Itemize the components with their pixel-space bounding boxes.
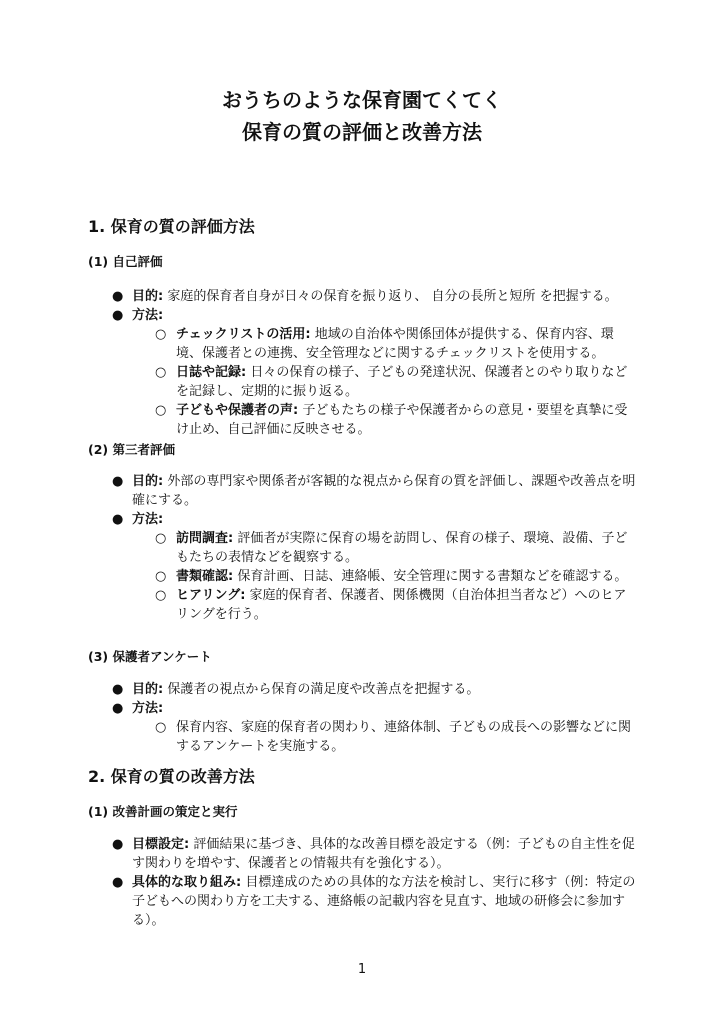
list-item: ● 方法: — [112, 701, 164, 716]
section-1-heading: 1. 保育の質の評価方法 — [88, 217, 255, 236]
bullet-dot: ● — [112, 701, 124, 716]
list-item: ○ 子どもや保護者の声: 子どもたちの様子や保護者からの意見・要望を真摯に受け止め、自己評価に反映させる。 — [155, 403, 628, 437]
list-item: ● 方法: — [112, 308, 164, 323]
third-party-evaluation-list — [0, 472, 724, 624]
bullet-dot: ● — [112, 875, 124, 890]
bullet-dot: ● — [112, 308, 124, 323]
section-1-sub-1-heading: (1) 自己評価 — [88, 254, 163, 269]
bullet-circle: ○ — [155, 327, 167, 342]
list-item: ● 目的: 外部の専門家や関係者が客観的な視点から保育の質を評価し、課題や改善点を明確にする。 — [112, 474, 636, 508]
list-item: ○ 日誌や記録: 日々の保育の様子、子どもの発達状況、保護者とのやり取りなどを記録し、定期的に振り返る。 — [155, 365, 628, 399]
bullet-dot: ● — [112, 837, 124, 852]
section-2-sub-1-heading: (1) 改善計画の策定と実行 — [88, 804, 238, 819]
list-item: ● 方法: — [112, 512, 164, 527]
bullet-dot: ● — [112, 512, 124, 527]
bullet-circle: ○ — [155, 531, 167, 546]
bullet-circle: ○ — [155, 569, 167, 584]
improvement-plan-list — [0, 835, 724, 930]
list-item: ● 目標設定: 評価結果に基づき、具体的な改善目標を設定する（例：子どもの自主性を促す関わりを増やす、保護者との情報共有を強化する）。 — [112, 837, 635, 871]
bullet-dot: ● — [112, 289, 124, 304]
bullet-dot: ● — [112, 682, 124, 697]
bullet-circle: ○ — [155, 588, 167, 603]
list-item: ○ 保育内容、家庭的保育者の関わり、連絡体制、子どもの成長への影響などに関するアンケートを実施する。 — [155, 720, 632, 754]
bullet-circle: ○ — [155, 403, 167, 418]
bullet-circle: ○ — [155, 365, 167, 380]
section-1-sub-2-heading: (2) 第三者評価 — [88, 442, 175, 457]
bullet-circle: ○ — [155, 720, 167, 735]
list-item: ● 目的: 保護者の視点から保育の満足度や改善点を把握する。 — [112, 682, 480, 697]
list-item: ○ 訪問調査: 評価者が実際に保育の場を訪問し、保育の様子、環境、設備、子どもたちの表情などを観察する。 — [155, 531, 628, 565]
document-title — [0, 84, 724, 148]
page-number: 1 — [357, 962, 367, 977]
list-item: ● 目的: 家庭的保育者自身が日々の保育を振り返り、 自分の長所と短所 を把握する。 — [112, 289, 618, 304]
list-item: ○ チェックリストの活用: 地域の自治体や関係団体が提供する、保育内容、環境、保護者との連携、安全管理などに関するチェックリストを使用する。 — [155, 327, 614, 361]
section-2-heading: 2. 保育の質の改善方法 — [88, 767, 255, 786]
list-item: ○ ヒアリング: 家庭的保育者、保護者、関係機関（自治体担当者など）へのヒアリングを行う。 — [155, 588, 627, 622]
parent-survey-list — [0, 680, 724, 756]
self-evaluation-list — [0, 287, 724, 439]
list-item: ○ 書類確認: 保育計画、日誌、連絡帳、安全管理に関する書類などを確認する。 — [155, 569, 628, 584]
title-line-2: 保育の質の評価と改善方法 — [242, 120, 482, 144]
bullet-dot: ● — [112, 474, 124, 489]
title-line-1: おうちのような保育園てくてく — [222, 88, 502, 112]
section-1-sub-3-heading: (3) 保護者アンケート — [88, 649, 212, 664]
list-item: ● 具体的な取り組み: 目標達成のための具体的な方法を検討し、実行に移す（例：特定の子どもへの関わり方を工夫する、連絡帳の記載内容を見直す、地域の研修会に参加する）。 — [112, 875, 636, 928]
